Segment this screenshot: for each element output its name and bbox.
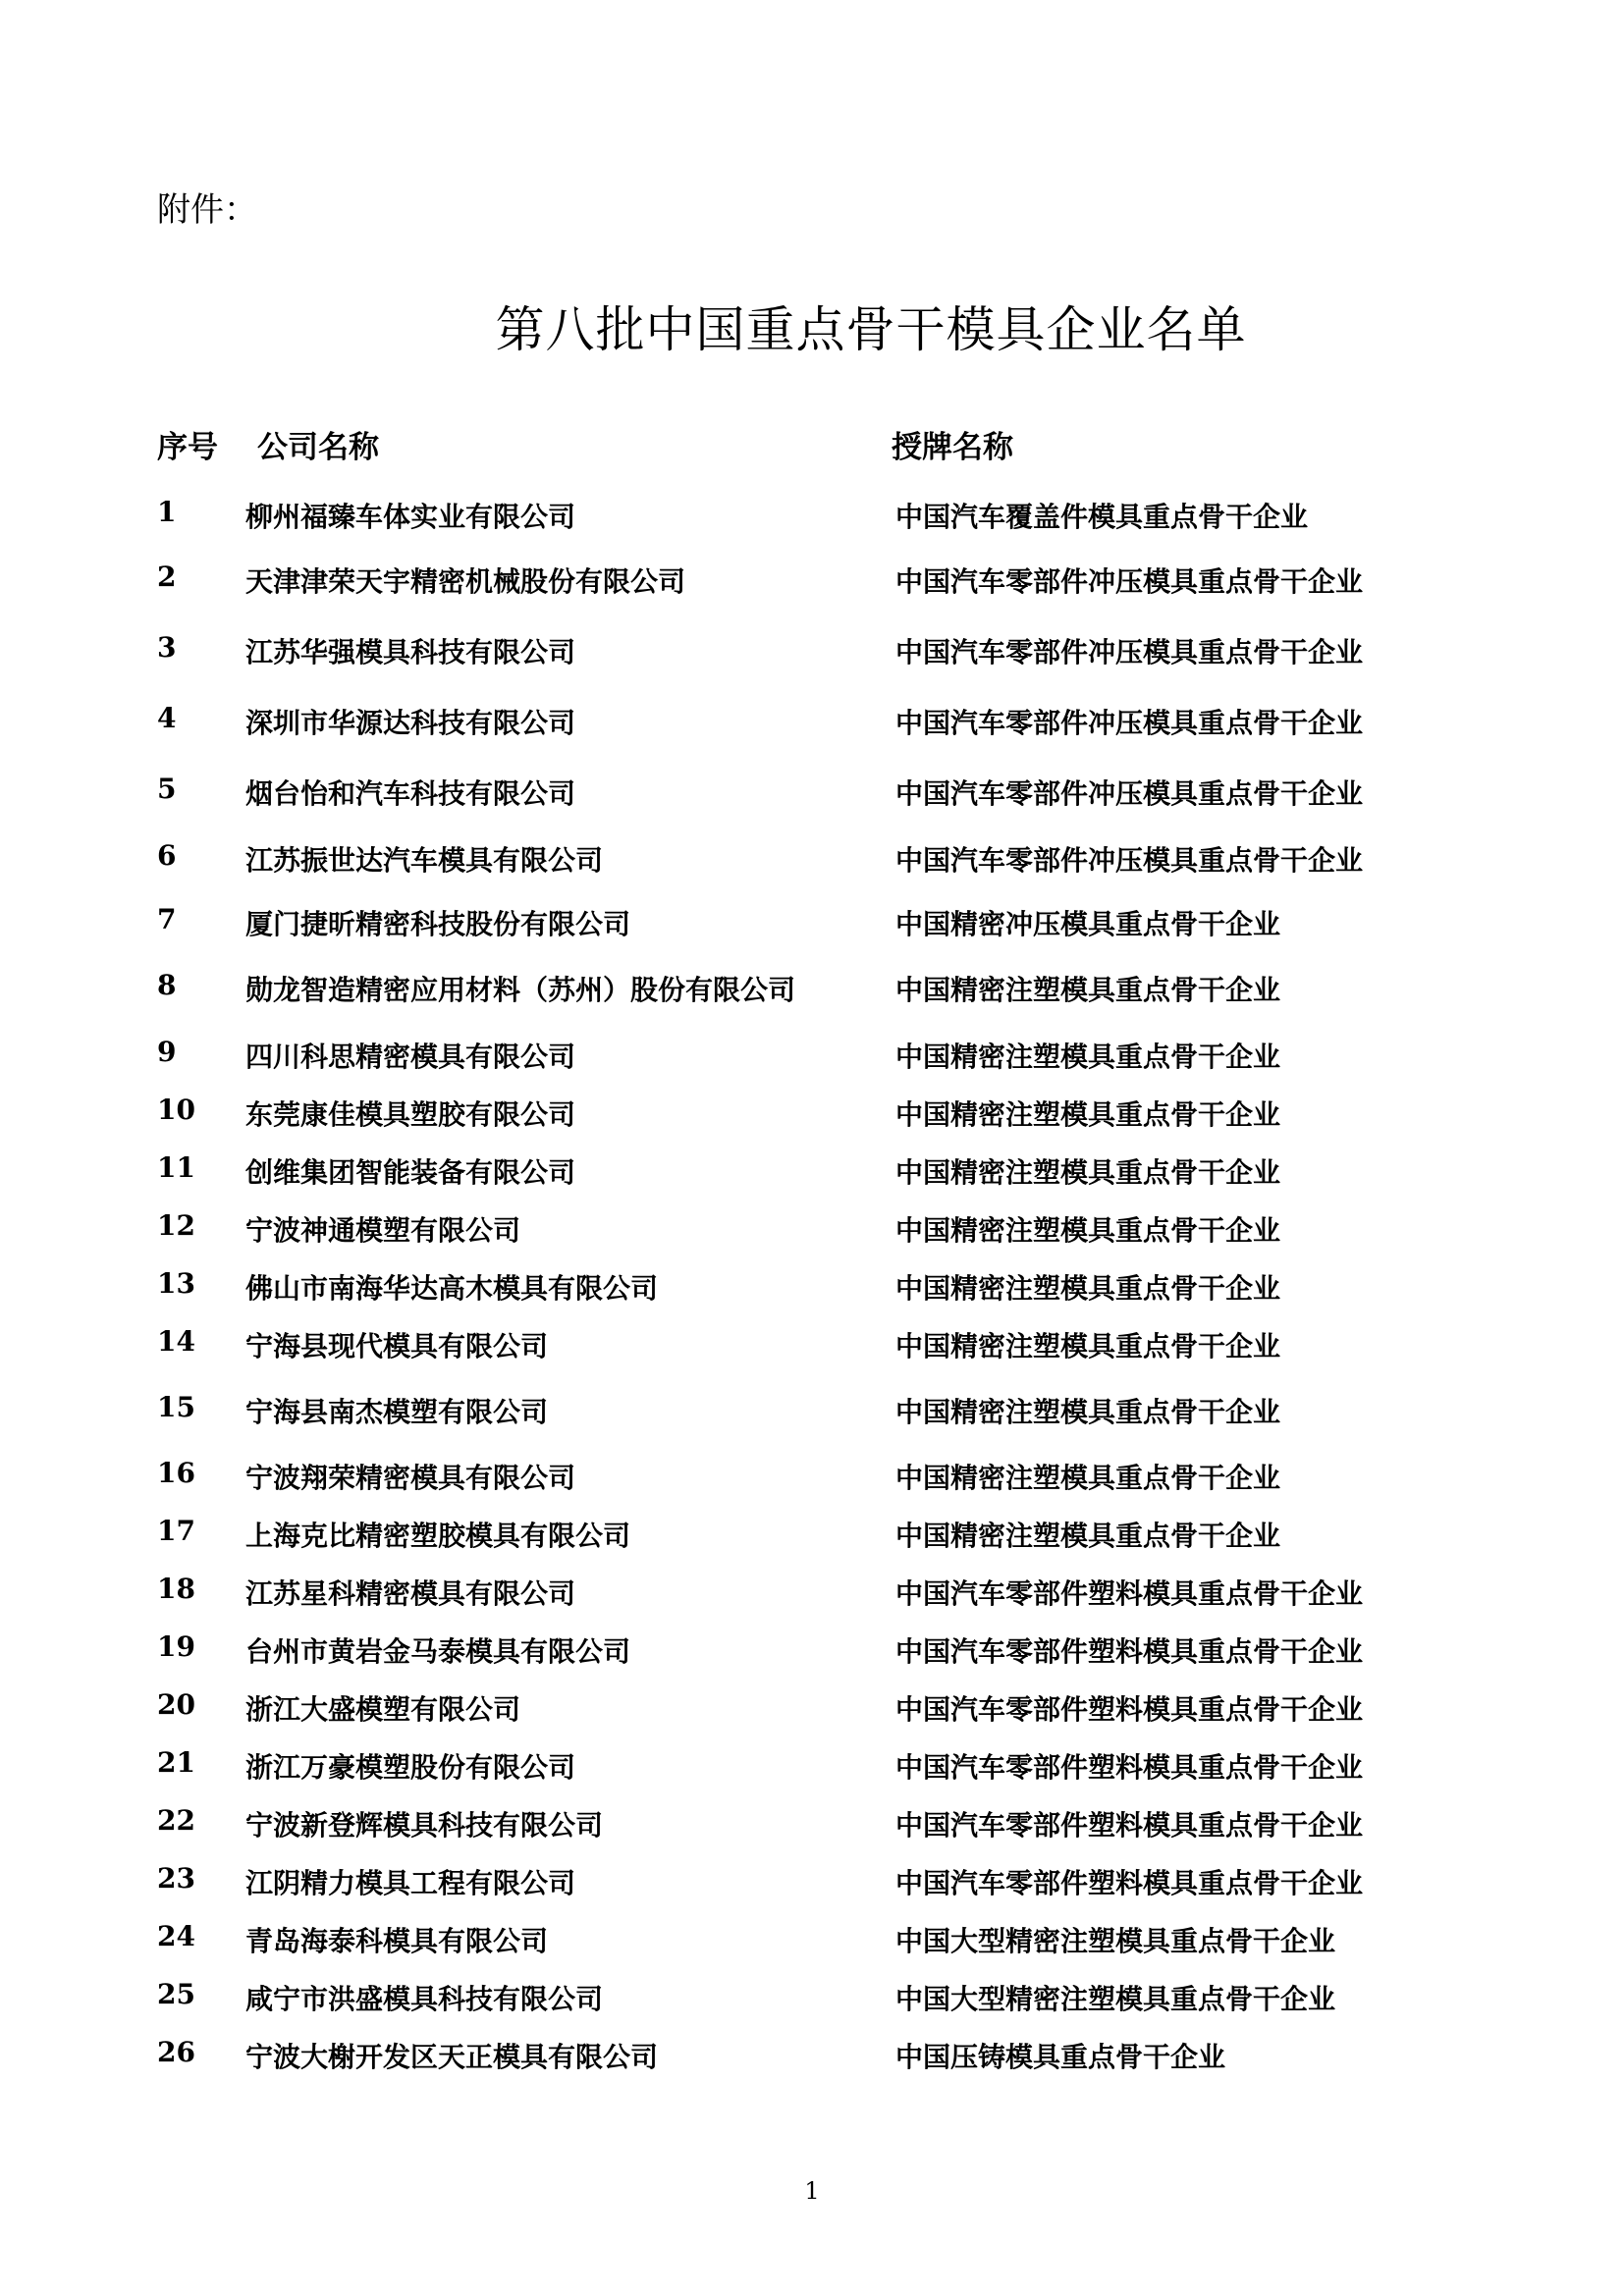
list-row — [0, 1151, 1624, 1191]
row-award: 中国精密注塑模具重点骨干企业 — [895, 1156, 1281, 1189]
list-row — [0, 496, 1624, 535]
row-company: 东莞康佳模具塑胶有限公司 — [245, 1098, 576, 1131]
row-award: 中国汽车零部件冲压模具重点骨干企业 — [895, 565, 1364, 598]
header-number: 序号 — [157, 430, 218, 465]
row-number: 17 — [157, 1515, 195, 1547]
row-company: 青岛海泰科模具有限公司 — [245, 1925, 549, 1957]
row-number: 21 — [157, 1746, 195, 1779]
row-number: 3 — [157, 631, 177, 664]
row-award: 中国汽车覆盖件模具重点骨干企业 — [895, 501, 1309, 533]
page-number: 1 — [804, 2177, 820, 2205]
list-row — [0, 1391, 1624, 1430]
row-company: 深圳市华源达科技有限公司 — [245, 707, 576, 739]
row-award: 中国精密注塑模具重点骨干企业 — [895, 1462, 1281, 1494]
row-company: 宁波翔荣精密模具有限公司 — [245, 1462, 576, 1494]
header-company-name: 公司名称 — [257, 430, 379, 465]
document-title: 第八批中国重点骨干模具企业名单 — [495, 301, 1247, 358]
row-award: 中国精密注塑模具重点骨干企业 — [895, 1214, 1281, 1247]
row-number: 11 — [157, 1151, 195, 1184]
list-row — [0, 1804, 1624, 1843]
row-company: 宁波大榭开发区天正模具有限公司 — [245, 2041, 659, 2073]
row-award: 中国精密冲压模具重点骨干企业 — [895, 908, 1281, 940]
row-company: 宁波新登辉模具科技有限公司 — [245, 1809, 604, 1842]
row-award: 中国精密注塑模具重点骨干企业 — [895, 1098, 1281, 1131]
row-company: 浙江大盛模塑有限公司 — [245, 1693, 521, 1726]
row-number: 4 — [157, 702, 177, 734]
row-number: 2 — [157, 561, 177, 593]
list-row — [0, 1515, 1624, 1554]
row-company: 天津津荣天宇精密机械股份有限公司 — [245, 565, 686, 598]
row-number: 10 — [157, 1094, 195, 1126]
row-number: 12 — [157, 1209, 195, 1242]
row-award: 中国精密注塑模具重点骨干企业 — [895, 1330, 1281, 1362]
row-award: 中国精密注塑模具重点骨干企业 — [895, 1520, 1281, 1552]
row-company: 四川科思精密模具有限公司 — [245, 1041, 576, 1073]
row-company: 上海克比精密塑胶模具有限公司 — [245, 1520, 631, 1552]
list-row — [0, 1746, 1624, 1786]
list-row — [0, 1457, 1624, 1496]
row-company: 宁波神通模塑有限公司 — [245, 1214, 521, 1247]
row-award: 中国汽车零部件冲压模具重点骨干企业 — [895, 707, 1364, 739]
row-company: 江苏星科精密模具有限公司 — [245, 1577, 576, 1610]
row-company: 浙江万豪模塑股份有限公司 — [245, 1751, 576, 1784]
row-company: 厦门捷昕精密科技股份有限公司 — [245, 908, 631, 940]
list-row — [0, 1209, 1624, 1249]
list-row — [0, 1862, 1624, 1901]
list-row — [0, 1630, 1624, 1670]
row-number: 18 — [157, 1573, 195, 1605]
row-number: 22 — [157, 1804, 195, 1837]
row-number: 26 — [157, 2036, 195, 2068]
row-number: 15 — [157, 1391, 195, 1423]
row-company: 勋龙智造精密应用材料（苏州）股份有限公司 — [245, 974, 796, 1006]
row-number: 13 — [157, 1267, 195, 1300]
row-company: 台州市黄岩金马泰模具有限公司 — [245, 1635, 631, 1668]
row-award: 中国汽车零部件冲压模具重点骨干企业 — [895, 636, 1364, 668]
list-row — [0, 839, 1624, 879]
row-company: 咸宁市洪盛模具科技有限公司 — [245, 1983, 604, 2015]
list-row — [0, 631, 1624, 670]
row-award: 中国精密注塑模具重点骨干企业 — [895, 1041, 1281, 1073]
row-number: 1 — [157, 496, 177, 528]
row-number: 6 — [157, 839, 177, 872]
row-award: 中国汽车零部件塑料模具重点骨干企业 — [895, 1751, 1364, 1784]
row-award: 中国精密注塑模具重点骨干企业 — [895, 1396, 1281, 1428]
list-row — [0, 1036, 1624, 1075]
row-award: 中国汽车零部件塑料模具重点骨干企业 — [895, 1577, 1364, 1610]
list-row — [0, 1573, 1624, 1612]
list-row — [0, 561, 1624, 600]
list-row — [0, 1267, 1624, 1307]
row-company: 创维集团智能装备有限公司 — [245, 1156, 576, 1189]
row-award: 中国汽车零部件塑料模具重点骨干企业 — [895, 1867, 1364, 1899]
attachment-label: 附件： — [157, 190, 257, 230]
row-award: 中国大型精密注塑模具重点骨干企业 — [895, 1983, 1336, 2015]
list-row — [0, 1688, 1624, 1728]
list-row — [0, 1094, 1624, 1133]
row-company: 江苏振世达汽车模具有限公司 — [245, 844, 604, 877]
list-row — [0, 1920, 1624, 1959]
row-award: 中国汽车零部件塑料模具重点骨干企业 — [895, 1635, 1364, 1668]
row-number: 23 — [157, 1862, 195, 1895]
row-number: 9 — [157, 1036, 177, 1068]
list-row — [0, 903, 1624, 942]
row-number: 20 — [157, 1688, 195, 1721]
row-award: 中国精密注塑模具重点骨干企业 — [895, 974, 1281, 1006]
row-number: 8 — [157, 969, 177, 1001]
row-number: 7 — [157, 903, 177, 935]
row-company: 宁海县南杰模塑有限公司 — [245, 1396, 549, 1428]
row-company: 佛山市南海华达高木模具有限公司 — [245, 1272, 659, 1305]
row-company: 江苏华强模具科技有限公司 — [245, 636, 576, 668]
row-award: 中国汽车零部件冲压模具重点骨干企业 — [895, 844, 1364, 877]
list-row — [0, 702, 1624, 741]
row-award: 中国大型精密注塑模具重点骨干企业 — [895, 1925, 1336, 1957]
row-number: 16 — [157, 1457, 195, 1489]
row-award: 中国精密注塑模具重点骨干企业 — [895, 1272, 1281, 1305]
row-award: 中国压铸模具重点骨干企业 — [895, 2041, 1226, 2073]
row-number: 5 — [157, 773, 177, 805]
row-award: 中国汽车零部件冲压模具重点骨干企业 — [895, 777, 1364, 810]
row-company: 宁海县现代模具有限公司 — [245, 1330, 549, 1362]
header-award-name: 授牌名称 — [892, 430, 1013, 465]
row-award: 中国汽车零部件塑料模具重点骨干企业 — [895, 1809, 1364, 1842]
row-number: 19 — [157, 1630, 195, 1663]
row-company: 烟台怡和汽车科技有限公司 — [245, 777, 576, 810]
row-company: 江阴精力模具工程有限公司 — [245, 1867, 576, 1899]
list-row — [0, 1978, 1624, 2017]
list-row — [0, 2036, 1624, 2075]
list-row — [0, 969, 1624, 1008]
list-row — [0, 773, 1624, 812]
list-row — [0, 1325, 1624, 1364]
row-number: 24 — [157, 1920, 195, 1952]
row-company: 柳州福臻车体实业有限公司 — [245, 501, 576, 533]
row-number: 25 — [157, 1978, 195, 2010]
row-number: 14 — [157, 1325, 195, 1358]
row-award: 中国汽车零部件塑料模具重点骨干企业 — [895, 1693, 1364, 1726]
